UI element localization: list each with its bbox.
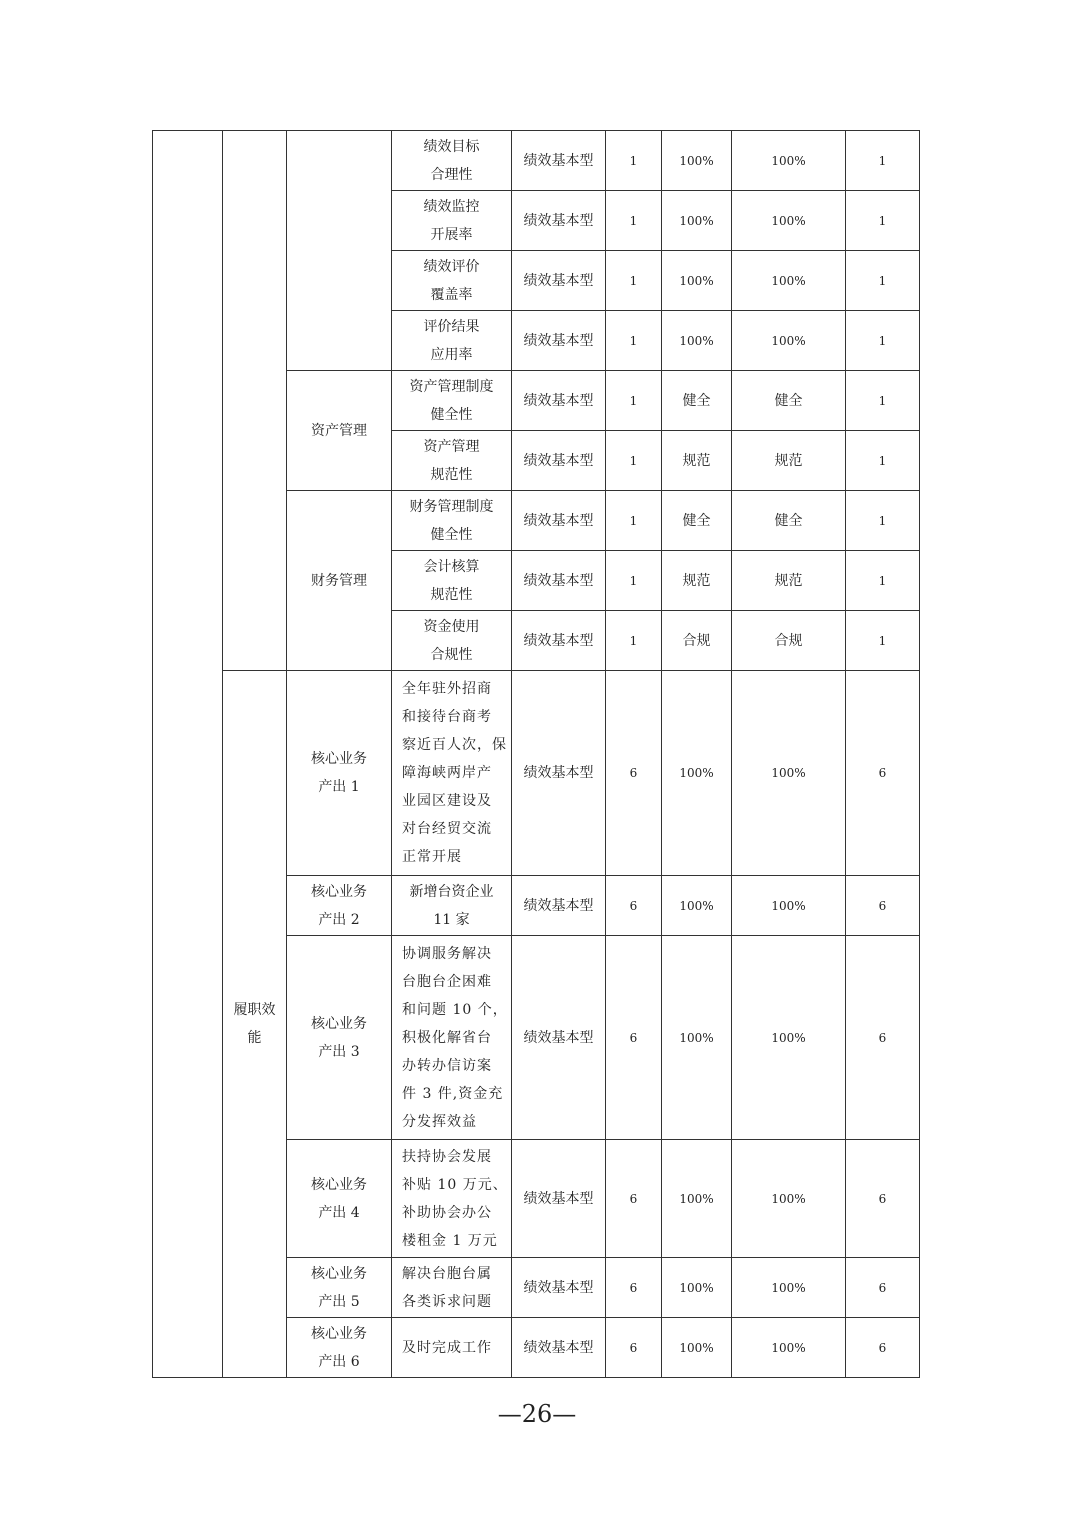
target-cell: 健全	[662, 371, 732, 431]
indicator-cell: 评价结果 应用率	[392, 311, 512, 371]
table-row	[153, 671, 920, 876]
secondary-item-he6: 核心业务 产出 6	[287, 1318, 392, 1378]
weight-cell: 1	[606, 311, 662, 371]
weight-cell: 1	[606, 611, 662, 671]
secondary-item-caiwu: 财务管理	[287, 491, 392, 671]
score-cell: 1	[846, 251, 920, 311]
secondary-item-he5: 核心业务 产出 5	[287, 1258, 392, 1318]
actual-cell: 100%	[732, 876, 846, 936]
weight-cell: 6	[606, 876, 662, 936]
score-cell: 6	[846, 936, 920, 1140]
type-cell: 绩效基本型	[512, 876, 606, 936]
target-cell: 合规	[662, 611, 732, 671]
type-cell: 绩效基本型	[512, 371, 606, 431]
weight-cell: 6	[606, 1318, 662, 1378]
indicator-cell: 财务管理制度 健全性	[392, 491, 512, 551]
actual-cell: 100%	[732, 191, 846, 251]
indicator-cell: 扶持协会发展 补贴 10 万元、 补助协会办公 楼租金 1 万元	[392, 1140, 512, 1258]
type-cell: 绩效基本型	[512, 131, 606, 191]
score-cell: 6	[846, 671, 920, 876]
type-cell: 绩效基本型	[512, 491, 606, 551]
indicator-cell: 资产管理制度 健全性	[392, 371, 512, 431]
target-cell: 100%	[662, 936, 732, 1140]
actual-cell: 规范	[732, 551, 846, 611]
level3-cell	[287, 131, 392, 371]
actual-cell: 健全	[732, 491, 846, 551]
category-cell: 履职效 能	[223, 671, 287, 1378]
target-cell: 100%	[662, 1318, 732, 1378]
weight-cell: 1	[606, 191, 662, 251]
type-cell: 绩效基本型	[512, 311, 606, 371]
score-cell: 1	[846, 311, 920, 371]
target-cell: 健全	[662, 491, 732, 551]
actual-cell: 100%	[732, 936, 846, 1140]
target-cell: 100%	[662, 131, 732, 191]
score-cell: 1	[846, 431, 920, 491]
secondary-item-he4: 核心业务 产出 4	[287, 1140, 392, 1258]
target-cell: 100%	[662, 876, 732, 936]
weight-cell: 6	[606, 936, 662, 1140]
actual-cell: 100%	[732, 251, 846, 311]
target-cell: 100%	[662, 251, 732, 311]
type-cell: 绩效基本型	[512, 611, 606, 671]
indicator-cell: 绩效目标 合理性	[392, 131, 512, 191]
weight-cell: 6	[606, 1258, 662, 1318]
score-cell: 1	[846, 491, 920, 551]
score-cell: 6	[846, 1318, 920, 1378]
indicator-cell: 全年驻外招商 和接待台商考 察近百人次，保 障海峡两岸产 业园区建设及 对台经贸交流 正常开展	[392, 671, 512, 876]
table-row	[153, 131, 920, 191]
secondary-item-zichan: 资产管理	[287, 371, 392, 491]
indicator-cell: 资金使用 合规性	[392, 611, 512, 671]
type-cell: 绩效基本型	[512, 551, 606, 611]
score-cell: 6	[846, 1140, 920, 1258]
indicator-cell: 及时完成工作	[392, 1318, 512, 1378]
target-cell: 规范	[662, 431, 732, 491]
weight-cell: 1	[606, 431, 662, 491]
actual-cell: 100%	[732, 1140, 846, 1258]
actual-cell: 规范	[732, 431, 846, 491]
weight-cell: 1	[606, 371, 662, 431]
actual-cell: 健全	[732, 371, 846, 431]
type-cell: 绩效基本型	[512, 191, 606, 251]
indicator-cell: 解决台胞台属 各类诉求问题	[392, 1258, 512, 1318]
actual-cell: 100%	[732, 1258, 846, 1318]
score-cell: 1	[846, 191, 920, 251]
type-cell: 绩效基本型	[512, 1318, 606, 1378]
indicator-cell: 会计核算 规范性	[392, 551, 512, 611]
indicator-cell: 资产管理 规范性	[392, 431, 512, 491]
actual-cell: 100%	[732, 311, 846, 371]
page-number: —26—	[497, 1400, 577, 1428]
weight-cell: 1	[606, 251, 662, 311]
type-cell: 绩效基本型	[512, 1140, 606, 1258]
actual-cell: 100%	[732, 1318, 846, 1378]
indicator-cell: 协调服务解决 台胞台企困难 和问题 10 个， 积极化解省台 办转办信访案 件 3 件,资金充 分发挥效益	[392, 936, 512, 1140]
indicator-cell: 绩效评价 覆盖率	[392, 251, 512, 311]
score-cell: 6	[846, 1258, 920, 1318]
weight-cell: 1	[606, 131, 662, 191]
level1-cell	[153, 131, 223, 1378]
target-cell: 100%	[662, 311, 732, 371]
secondary-item-he1: 核心业务 产出 1	[287, 671, 392, 876]
target-cell: 规范	[662, 551, 732, 611]
weight-cell: 6	[606, 1140, 662, 1258]
level2-cell	[223, 131, 287, 671]
actual-cell: 100%	[732, 671, 846, 876]
score-cell: 1	[846, 131, 920, 191]
weight-cell: 1	[606, 491, 662, 551]
target-cell: 100%	[662, 671, 732, 876]
type-cell: 绩效基本型	[512, 1258, 606, 1318]
actual-cell: 合规	[732, 611, 846, 671]
score-cell: 6	[846, 876, 920, 936]
target-cell: 100%	[662, 1140, 732, 1258]
target-cell: 100%	[662, 1258, 732, 1318]
performance-table	[152, 130, 920, 1378]
score-cell: 1	[846, 611, 920, 671]
type-cell: 绩效基本型	[512, 251, 606, 311]
score-cell: 1	[846, 551, 920, 611]
indicator-cell: 绩效监控 开展率	[392, 191, 512, 251]
type-cell: 绩效基本型	[512, 431, 606, 491]
score-cell: 1	[846, 371, 920, 431]
type-cell: 绩效基本型	[512, 936, 606, 1140]
indicator-cell: 新增台资企业 11 家	[392, 876, 512, 936]
secondary-item-he3: 核心业务 产出 3	[287, 936, 392, 1140]
secondary-item-he2: 核心业务 产出 2	[287, 876, 392, 936]
target-cell: 100%	[662, 191, 732, 251]
type-cell: 绩效基本型	[512, 671, 606, 876]
weight-cell: 6	[606, 671, 662, 876]
actual-cell: 100%	[732, 131, 846, 191]
weight-cell: 1	[606, 551, 662, 611]
